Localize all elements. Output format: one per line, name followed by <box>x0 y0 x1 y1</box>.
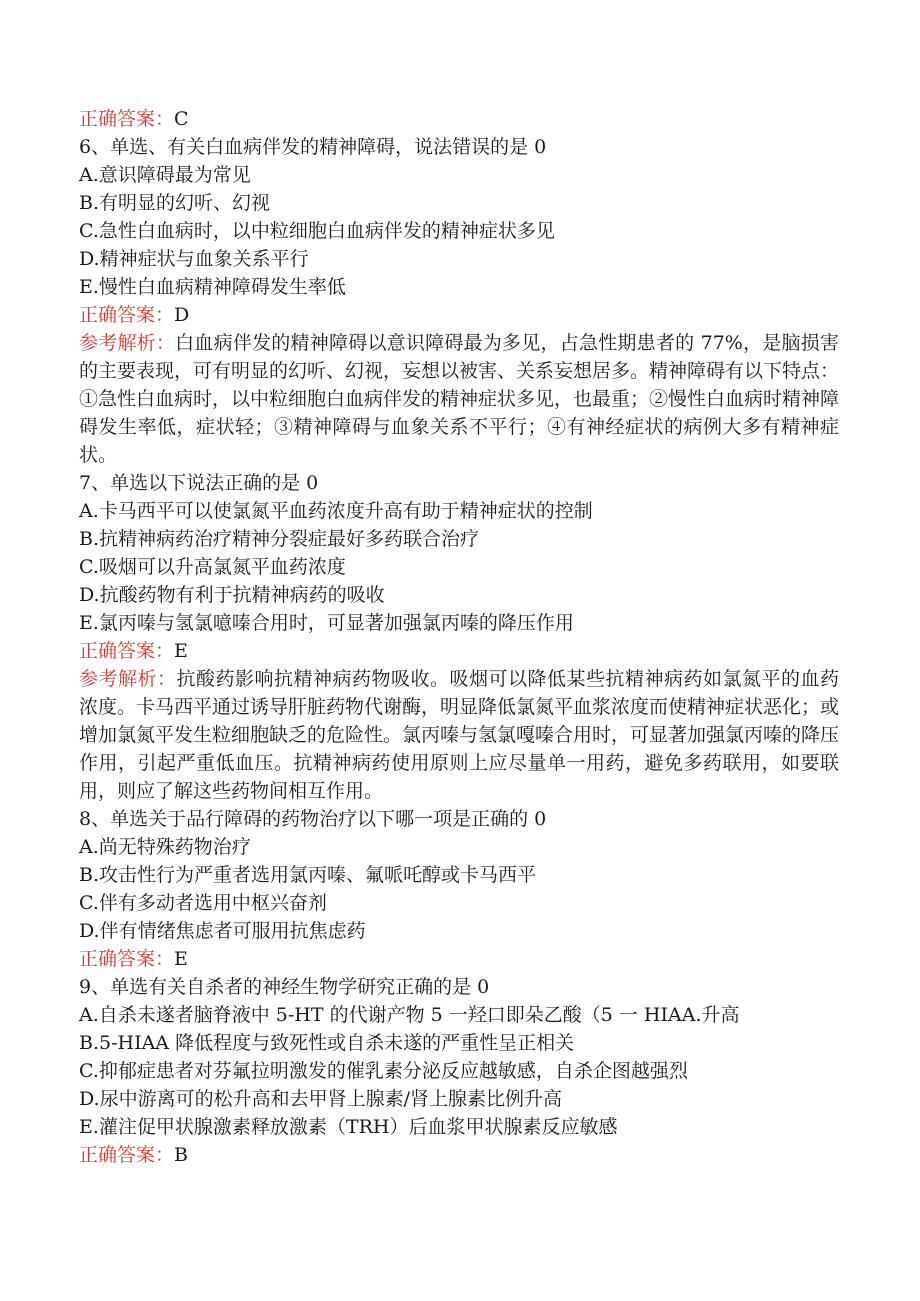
answer-value: B <box>174 1144 188 1166</box>
document-body <box>79 105 839 1169</box>
analysis-label: 参考解析： <box>79 332 176 354</box>
analysis-paragraph <box>79 665 839 805</box>
answer-line <box>79 301 839 329</box>
answer-value: C <box>174 108 189 130</box>
answer-line <box>79 637 839 665</box>
answer-label: 正确答案： <box>79 640 175 662</box>
answer-value: D <box>174 304 190 326</box>
option-a: A.尚无特殊药物治疗 <box>79 836 251 858</box>
option-b: B.5-HIAA 降低程度与致死性或自杀未遂的严重性呈正相关 <box>79 1032 575 1054</box>
question-title: 6、单选、有关白血病伴发的精神障碍，说法错误的是 0 <box>79 136 547 158</box>
answer-value: E <box>174 640 188 662</box>
option-c: C.抑郁症患者对芬氟拉明激发的催乳素分泌反应越敏感，自杀企图越强烈 <box>79 1060 688 1082</box>
option-e: E.慢性白血病精神障碍发生率低 <box>79 276 346 298</box>
answer-label: 正确答案： <box>79 1144 175 1166</box>
option-b: B.有明显的幻听、幻视 <box>79 192 271 214</box>
option-d: D.抗酸药物有利于抗精神病药的吸收 <box>79 584 385 606</box>
option-c: C.急性白血病时，以中粒细胞白血病伴发的精神症状多见 <box>79 220 555 242</box>
option-e: E.灌注促甲状腺激素释放激素（TRH）后血浆甲状腺素反应敏感 <box>79 1116 618 1138</box>
analysis-paragraph <box>79 329 839 469</box>
answer-label: 正确答案： <box>79 108 175 130</box>
option-a: A.意识障碍最为常见 <box>79 164 251 186</box>
option-a: A.自杀未遂者脑脊液中 5-HT 的代谢产物 5 一羟口即朵乙酸（5 一 HIAA.升高 <box>79 1004 740 1026</box>
option-a: A.卡马西平可以使氯氮平血药浓度升高有助于精神症状的控制 <box>79 500 593 522</box>
answer-line <box>79 1141 839 1169</box>
option-c: C.吸烟可以升高氯氮平血药浓度 <box>79 556 346 578</box>
option-e: E.氯丙嗪与氢氯噫嗪合用时，可显著加强氯丙嗪的降压作用 <box>79 612 574 634</box>
answer-label: 正确答案： <box>79 948 175 970</box>
question-title: 8、单选关于品行障碍的药物治疗以下哪一项是正确的 0 <box>79 808 547 830</box>
question-title: 9、单选有关自杀者的神经生物学研究正确的是 0 <box>79 976 490 998</box>
option-d: D.伴有情绪焦虑者可服用抗焦虑药 <box>79 920 366 942</box>
analysis-label: 参考解析： <box>79 668 177 690</box>
analysis-text: 白血病伴发的精神障碍以意识障碍最为多见，占急性期患者的 77%，是脑损害的主要表现，可有明显的幻听、幻视，妄想以被害、关系妄想居多。精神障碍有以下特点：①急性白血病时，以中粒细胞白血病伴发的精神症状多见，也最重；②慢性白血病时精神障碍发生率低，症状轻；③精神障碍与血象关系不平行；④有神经症状的病例大多有精神症状。 <box>79 332 840 466</box>
option-b: B.攻击性行为严重者选用氯丙嗪、氟哌吒醇或卡马西平 <box>79 864 537 886</box>
option-c: C.伴有多动者选用中枢兴奋剂 <box>79 892 327 914</box>
answer-line-5 <box>79 105 839 133</box>
question-title: 7、单选以下说法正确的是 0 <box>79 472 319 494</box>
analysis-text: 抗酸药影响抗精神病药物吸收。吸烟可以降低某些抗精神病药如氯氮平的血药浓度。卡马西平通过诱导肝脏药物代谢酶，明显降低氯氮平血浆浓度而使精神症状恶化；或增加氯氮平发生粒细胞缺乏的危险性。氯丙嗪与氢氯嘎嗪合用时，可显著加强氯丙嗪的降压作用，引起严重低血压。抗精神病药使用原则上应尽量单一用药，避免多药联用，如要联用，则应了解这些药物间相互作用。 <box>79 668 840 802</box>
answer-label: 正确答案： <box>79 304 175 326</box>
option-b: B.抗精神病药治疗精神分裂症最好多药联合治疗 <box>79 528 480 550</box>
answer-line <box>79 945 839 973</box>
option-d: D.精神症状与血象关系平行 <box>79 248 309 270</box>
answer-value: E <box>174 948 188 970</box>
option-d: D.尿中游离可的松升高和去甲肾上腺素/肾上腺素比例升高 <box>79 1088 562 1110</box>
